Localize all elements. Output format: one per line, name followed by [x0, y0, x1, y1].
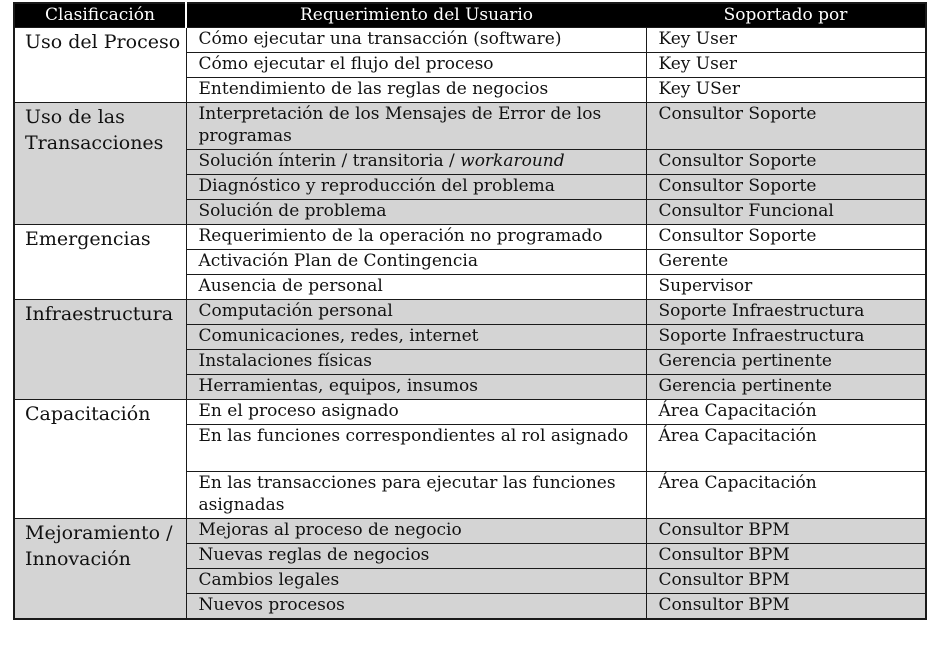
classification-cell: Mejoramiento / Innovación	[14, 519, 186, 620]
requirement-cell: Ausencia de personal	[186, 275, 646, 300]
support-cell: Consultor BPM	[646, 544, 926, 569]
table-row	[14, 225, 926, 250]
support-cell: Consultor Soporte	[646, 225, 926, 250]
requirement-text: Solución ínterin / transitoria /	[198, 151, 461, 171]
table-row	[14, 28, 926, 53]
support-cell: Consultor Soporte	[646, 175, 926, 200]
requirement-cell: Cómo ejecutar una transacción (software)	[186, 28, 646, 53]
support-cell: Key USer	[646, 78, 926, 103]
classification-cell: Uso de las Transacciones	[14, 103, 186, 225]
support-cell: Consultor Soporte	[646, 150, 926, 175]
support-cell: Consultor Soporte	[646, 103, 926, 150]
header-soportado-por: Soportado por	[646, 3, 926, 28]
support-cell: Supervisor	[646, 275, 926, 300]
requirement-cell: Activación Plan de Contingencia	[186, 250, 646, 275]
support-cell: Área Capacitación	[646, 400, 926, 425]
requirement-cell: En las transacciones para ejecutar las funciones asignadas	[186, 472, 646, 519]
requirement-cell: Entendimiento de las reglas de negocios	[186, 78, 646, 103]
support-cell: Consultor Funcional	[646, 200, 926, 225]
support-cell: Soporte Infraestructura	[646, 325, 926, 350]
table-row	[14, 400, 926, 425]
support-cell: Key User	[646, 28, 926, 53]
requirement-cell: Cómo ejecutar el flujo del proceso	[186, 53, 646, 78]
requirement-cell: Requerimiento de la operación no programado	[186, 225, 646, 250]
requirement-cell: Herramientas, equipos, insumos	[186, 375, 646, 400]
header-requerimiento: Requerimiento del Usuario	[186, 3, 646, 28]
support-cell: Gerencia pertinente	[646, 375, 926, 400]
table-row	[14, 300, 926, 325]
table-header-row	[14, 3, 926, 28]
classification-cell: Uso del Proceso	[14, 28, 186, 103]
requirement-cell: Nuevos procesos	[186, 594, 646, 620]
requirement-cell: Comunicaciones, redes, internet	[186, 325, 646, 350]
support-cell: Consultor BPM	[646, 569, 926, 594]
support-cell: Área Capacitación	[646, 472, 926, 519]
classification-cell: Capacitación	[14, 400, 186, 519]
support-table-container	[13, 2, 925, 620]
classification-cell: Infraestructura	[14, 300, 186, 400]
requirement-cell: Mejoras al proceso de negocio	[186, 519, 646, 544]
requirement-cell: Nuevas reglas de negocios	[186, 544, 646, 569]
requirement-cell: Diagnóstico y reproducción del problema	[186, 175, 646, 200]
requirement-cell: En el proceso asignado	[186, 400, 646, 425]
support-cell: Soporte Infraestructura	[646, 300, 926, 325]
support-cell: Área Capacitación	[646, 425, 926, 472]
support-cell: Key User	[646, 53, 926, 78]
support-table	[13, 2, 927, 620]
requirement-cell: Cambios legales	[186, 569, 646, 594]
requirement-cell	[186, 150, 646, 175]
requirement-emphasis: workaround	[460, 151, 565, 171]
support-cell: Consultor BPM	[646, 519, 926, 544]
requirement-cell: Solución de problema	[186, 200, 646, 225]
support-cell: Consultor BPM	[646, 594, 926, 620]
header-clasificacion: Clasificación	[14, 3, 186, 28]
support-cell: Gerente	[646, 250, 926, 275]
support-cell: Gerencia pertinente	[646, 350, 926, 375]
requirement-cell: Instalaciones físicas	[186, 350, 646, 375]
requirement-cell: Computación personal	[186, 300, 646, 325]
table-row	[14, 519, 926, 544]
requirement-cell: En las funciones correspondientes al rol asignado	[186, 425, 646, 472]
classification-cell: Emergencias	[14, 225, 186, 300]
requirement-cell: Interpretación de los Mensajes de Error de los programas	[186, 103, 646, 150]
table-row	[14, 103, 926, 150]
